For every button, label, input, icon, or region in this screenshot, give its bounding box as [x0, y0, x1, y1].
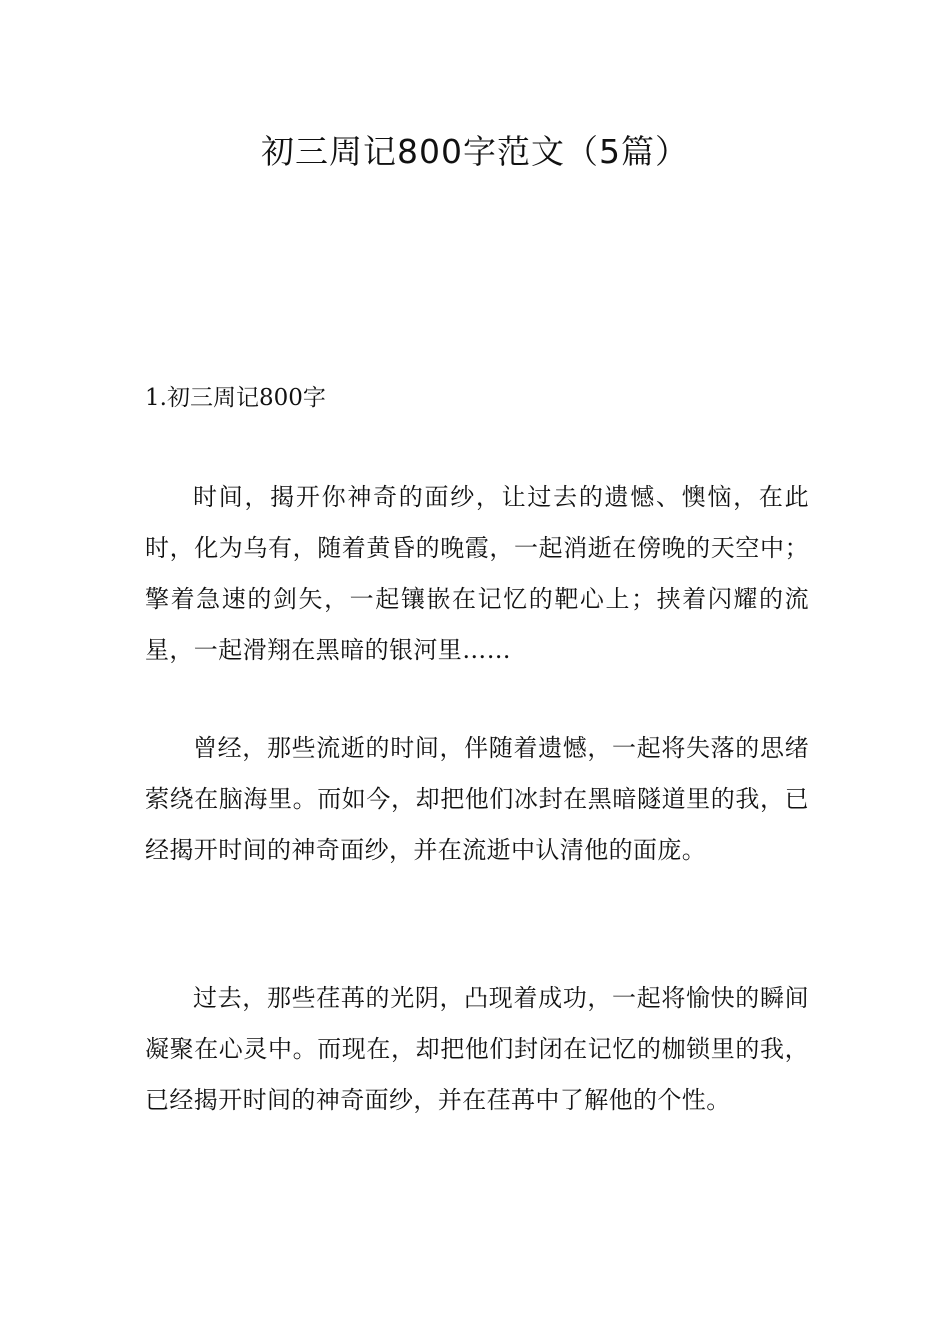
- document-title: 初三周记800字范文（5篇）: [261, 132, 689, 171]
- section-heading: 1.初三周记800字: [145, 385, 326, 411]
- paragraph-2: 曾经，那些流逝的时间，伴随着遗憾，一起将失落的思绪萦绕在脑海里。而如今，却把他们冰封在黑暗隧道里的我，已经揭开时间的神奇面纱，并在流逝中认清他的面庞。: [145, 734, 809, 864]
- paragraph-1: 时间，揭开你神奇的面纱，让过去的遗憾、懊恼，在此时，化为乌有，随着黄昏的晚霞，一起消逝在傍晚的天空中；擎着急速的剑矢，一起镶嵌在记忆的靶心上；挟着闪耀的流星，一起滑翔在黑暗的银河里……: [145, 483, 809, 664]
- paragraph-3: 过去，那些荏苒的光阴，凸现着成功，一起将愉快的瞬间凝聚在心灵中。而现在，却把他们封闭在记忆的枷锁里的我，已经揭开时间的神奇面纱，并在荏苒中了解他的个性。: [145, 984, 809, 1114]
